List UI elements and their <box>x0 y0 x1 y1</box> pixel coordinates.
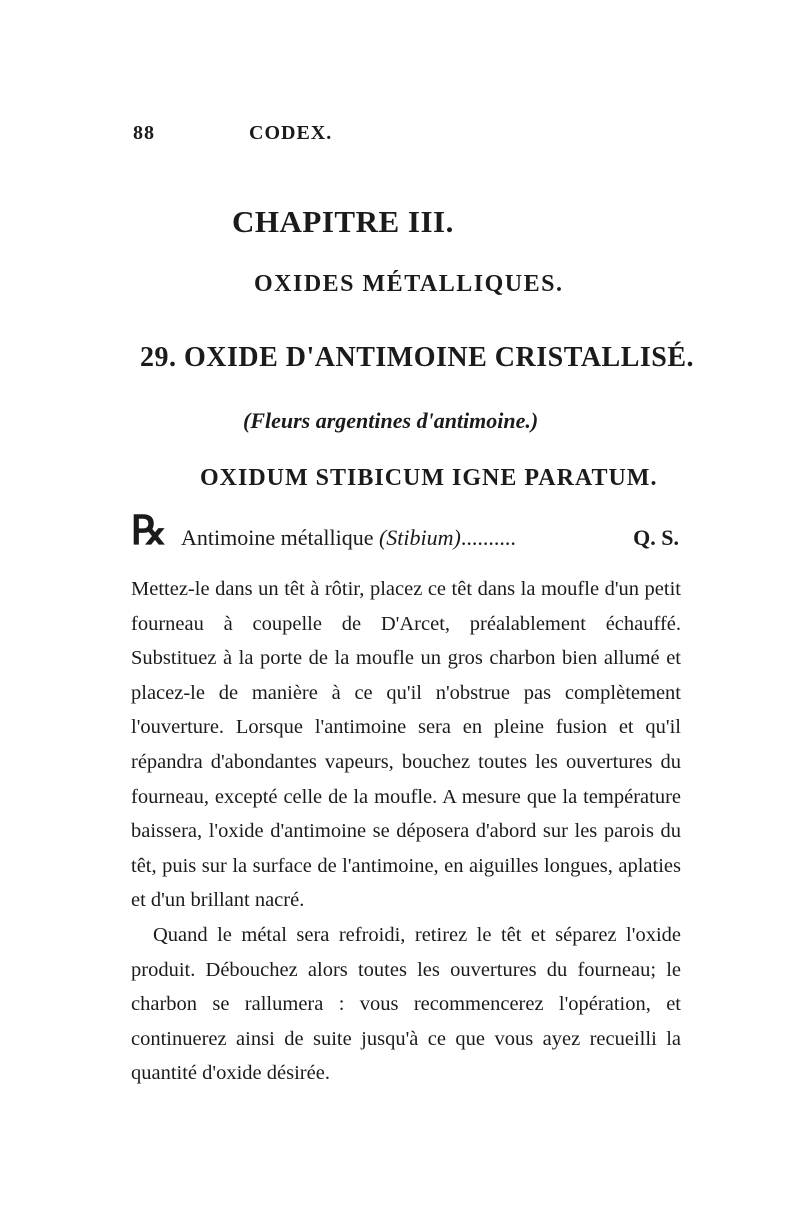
recipe-ingredient-line <box>181 525 516 551</box>
chapter-title: CHAPITRE III. <box>232 204 454 239</box>
entry-synonym: (Fleurs argentines d'antimoine.) <box>243 408 539 433</box>
entry-title: 29. OXIDE D'ANTIMOINE CRISTALLISÉ. <box>140 342 695 373</box>
recipe-ingredient: Antimoine métallique <box>181 525 374 550</box>
paragraph: Quand le métal sera refroidi, retirez le têt et séparez l'oxide produit. Débouchez alors toutes les ouvertures du fourneau; le charbon se rallumera : vous recommencerez l'opération, et continuerez ainsi de suite jusqu'à ce que vous ayez recueilli la quantité d'oxide désirée. <box>131 923 681 1085</box>
entry-latin-name: OXIDUM STIBICUM IGNE PARATUM. <box>200 465 658 491</box>
recipe-leader: .......... <box>460 525 516 550</box>
recipe-line <box>131 508 679 555</box>
running-title: CODEX. <box>249 122 333 144</box>
recipe-ingredient-latin: (Stibium) <box>378 525 461 550</box>
running-head <box>133 122 693 152</box>
page-number: 88 <box>133 122 155 144</box>
body-text <box>131 572 681 1091</box>
recipe-quantity: Q. S. <box>633 525 679 550</box>
paragraph: Mettez-le dans un têt à rôtir, placez ce têt dans la moufle d'un petit fourneau à coupelle de D'Arcet, préalablement échauffé. Substituez à la porte de la moufle un gros charbon bien allumé et placez-le de manière à ce qu'il n'obstrue pas complètement l'ouverture. Lorsque l'antimoine sera en pleine fusion et qu'il répandra d'abondantes vapeurs, bouchez toutes les ouvertures du fourneau, excepté celle de la moufle. A mesure que la température baissera, l'oxide d'antimoine se déposera d'abord sur les parois du têt, puis sur la surface de l'antimoine, en aiguilles longues, aplaties et d'un brillant nacré. <box>131 578 681 912</box>
recipe-symbol: ℞ <box>131 508 167 553</box>
section-title: OXIDES MÉTALLIQUES. <box>254 271 564 297</box>
